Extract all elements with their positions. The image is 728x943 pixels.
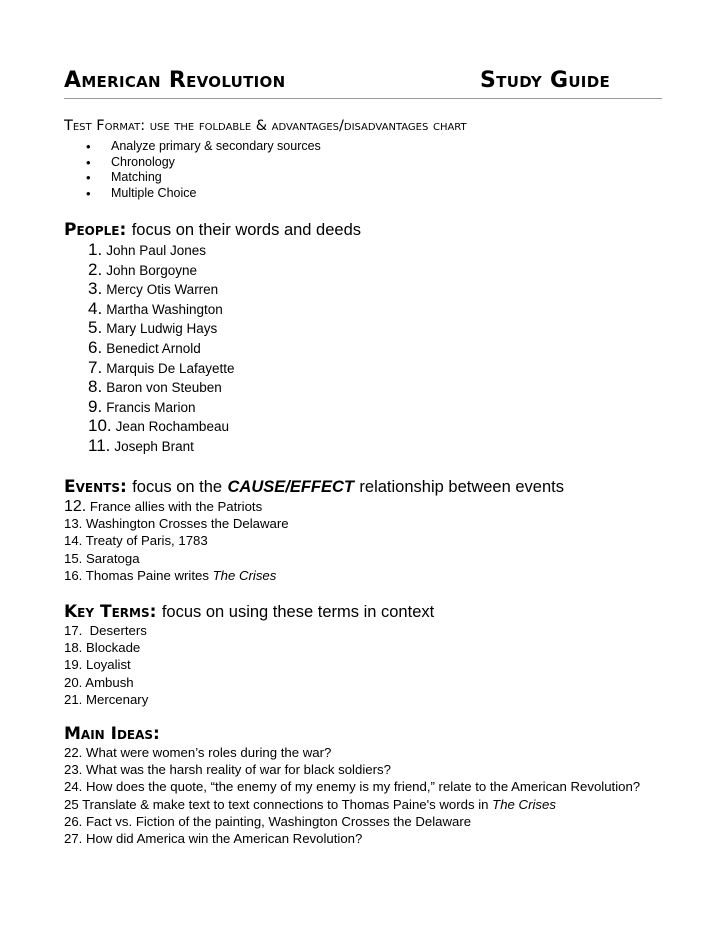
list-item: • Multiple Choice <box>86 186 321 202</box>
people-description: focus on their words and deeds <box>131 221 362 239</box>
list-item: 1. John Paul Jones <box>88 240 207 259</box>
list-item: 6. Benedict Arnold <box>88 337 201 357</box>
events-heading <box>64 477 704 497</box>
list-item: 20. Ambush <box>64 674 134 690</box>
page-subtitle: Study Guide <box>480 68 610 93</box>
key-terms-list <box>64 622 148 708</box>
list-item: 15. Saratoga <box>64 550 140 566</box>
list-item: 17. Deserters <box>64 623 147 638</box>
list-item: 25 Translate & make text to text connections to Thomas Paine's words in The Crises <box>64 796 556 812</box>
list-item: 22. What were women’s roles during the war? <box>64 745 332 760</box>
list-item: • Chronology <box>86 155 321 171</box>
key-terms-label: Key Terms: <box>64 602 157 622</box>
test-format-heading: Test Format: use the foldable & advantages/disadvantages chart <box>64 118 467 134</box>
title-bar <box>64 64 662 99</box>
list-item: 26. Fact vs. Fiction of the painting, Washington Crosses the Delaware <box>64 813 472 829</box>
list-item: 5. Mary Ludwig Hays <box>88 318 218 338</box>
list-item: 13. Washington Crosses the Delaware <box>64 516 289 532</box>
events-emphasis: CAUSE/EFFECT <box>227 478 355 496</box>
list-item: • Analyze primary & secondary sources <box>86 139 321 155</box>
list-item: 19. Loyalist <box>64 657 131 673</box>
test-format-list <box>86 139 321 202</box>
people-list <box>88 240 235 456</box>
people-label: People: <box>64 220 127 240</box>
list-item: 9. Francis Marion <box>88 396 196 416</box>
events-label: Events: <box>64 477 127 497</box>
list-item: 11. Joseph Brant <box>88 435 194 455</box>
key-terms-description: focus on using these terms in context <box>161 603 435 621</box>
list-item: 27. How did America win the American Revolution? <box>64 830 363 846</box>
main-ideas-heading <box>64 724 704 744</box>
events-description-after: relationship between events <box>359 478 564 496</box>
people-heading <box>64 220 704 240</box>
list-item: 4. Martha Washington <box>88 298 223 318</box>
list-item: 14. Treaty of Paris, 1783 <box>64 533 208 549</box>
list-item: 7. Marquis De Lafayette <box>88 357 235 377</box>
events-description-before: focus on the <box>132 478 223 496</box>
list-item: 16. Thomas Paine writes The Crises <box>64 567 277 583</box>
key-terms-heading <box>64 602 704 622</box>
list-item: • Matching <box>86 170 321 186</box>
events-list <box>64 498 289 584</box>
list-item: 24. How does the quote, “the enemy of my enemy is my friend,” relate to the American Revolution? <box>64 779 641 795</box>
list-item: 3. Mercy Otis Warren <box>88 279 219 299</box>
list-item: 12. France allies with the Patriots <box>64 498 263 515</box>
list-item: 23. What was the harsh reality of war for black soldiers? <box>64 762 391 778</box>
main-ideas-label: Main Ideas: <box>64 724 160 744</box>
list-item: 21. Mercenary <box>64 691 149 707</box>
list-item: 10. Jean Rochambeau <box>88 416 229 436</box>
page-title: American Revolution <box>64 68 286 93</box>
list-item: 2. John Borgoyne <box>88 259 198 279</box>
main-ideas-list <box>64 744 664 847</box>
list-item: 8. Baron von Steuben <box>88 377 222 397</box>
list-item: 18. Blockade <box>64 640 141 656</box>
